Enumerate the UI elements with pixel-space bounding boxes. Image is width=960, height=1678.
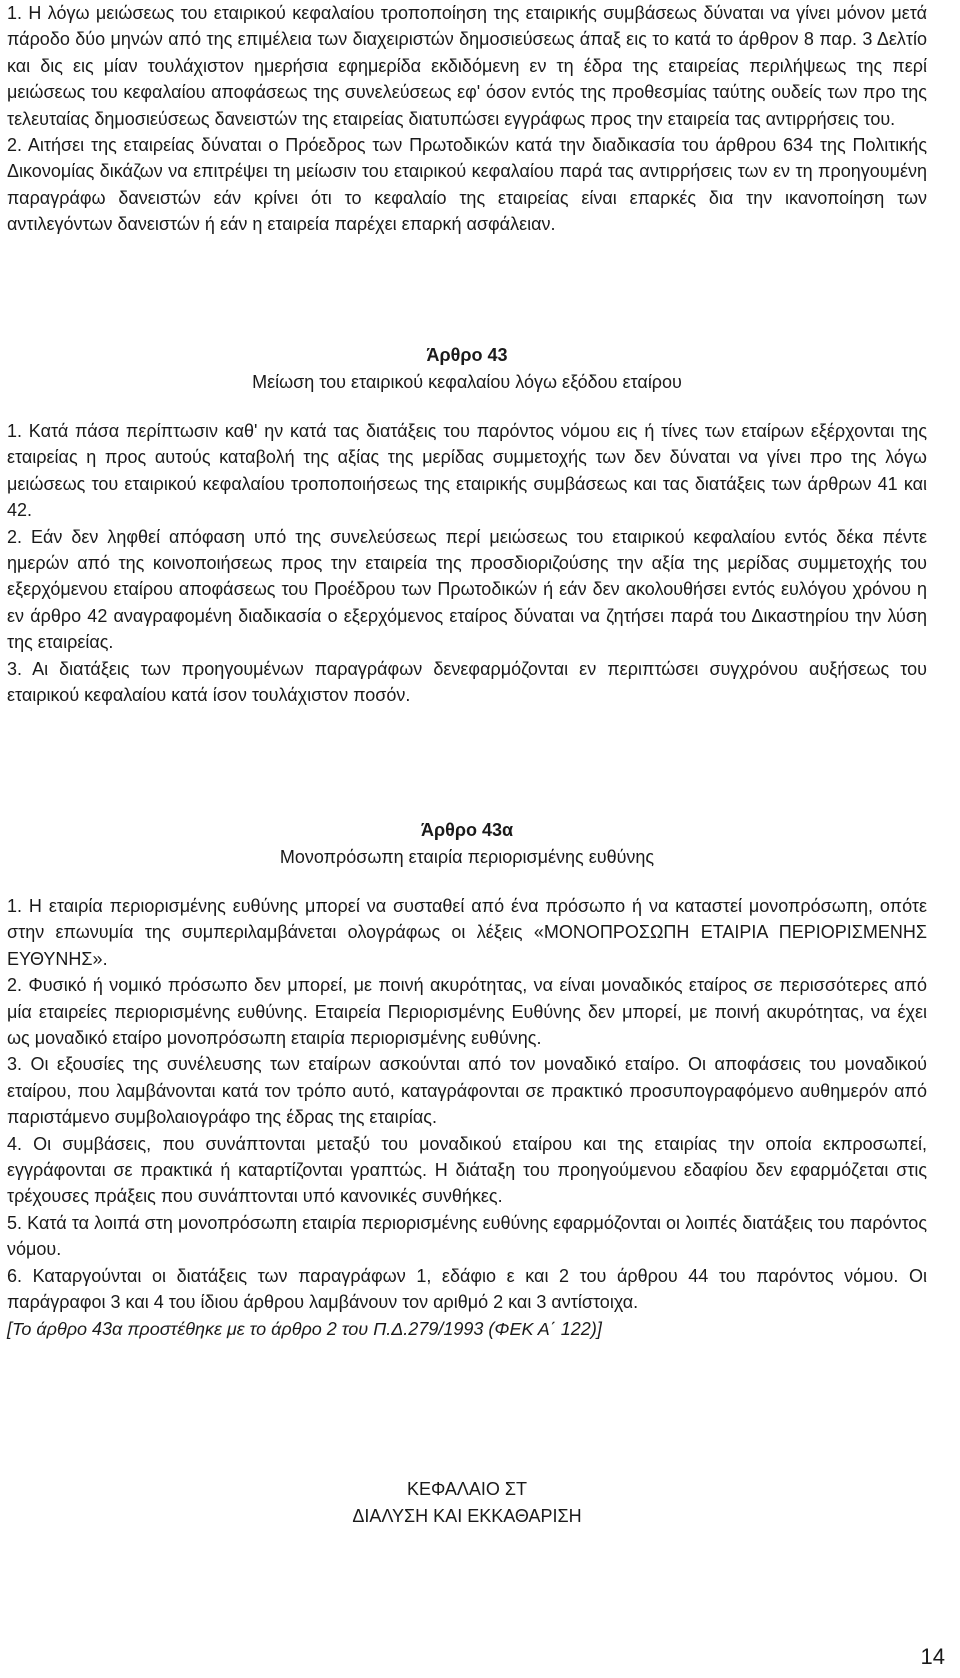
- paragraph: 2. Φυσικό ή νομικό πρόσωπο δεν μπορεί, με ποινή ακυρότητας, να είναι μοναδικός εταίρος σε περισσότερες από μία εταιρείες περιορισμένης ευθύνης. Εταιρεία Περιορισμένης Ευθύνης δεν μπορεί, με ποινή ακυρότητας, να έχει ως μοναδικό εταίρο μονοπρόσωπη εταιρία περιορισμένης ευθύνης.: [7, 975, 927, 1049]
- paragraph: 6. Καταργούνται οι διατάξεις των παραγράφων 1, εδάφιο ε και 2 του άρθρου 44 του παρόντος νόμου. Οι παράγραφοι 3 και 4 του ίδιου άρθρου λαμβάνουν τον αριθμό 2 και 3 αντίστοιχα.: [7, 1265, 927, 1313]
- chapter-title: ΔΙΑΛΥΣΗ ΚΑΙ ΕΚΚΑΘΑΡΙΣΗ: [352, 1506, 582, 1526]
- paragraph: 3. Οι εξουσίες της συνέλευσης των εταίρων ασκούνται από τον μοναδικό εταίρο. Οι αποφάσεις του μοναδικού εταίρου, που λαμβάνονται κατά τον τρόπο αυτό, καταγράφονται σε πρακτικό προσυπογραφόμενο αυθημερόν από παριστάμενο συμβολαιογράφο της έδρας της εταιρίας.: [7, 1054, 927, 1128]
- paragraph: 1. Κατά πάσα περίπτωσιν καθ' ην κατά τας διατάξεις του παρόντος νόμου εις ή τίνες των εταίρων εξέρχονται της εταιρείας η προς αυτούς καταβολή της αξίας της μερίδας συμμετοχής των δεν δύναται να γίνει προ της λόγω μειώσεως του εταιρικού κεφαλαίου τροποποιήσεως της εταιρικής συμβάσεως και τας διατάξεις των άρθρων 41 και 42.: [7, 421, 927, 521]
- amendment-note: [Το άρθρο 43α προστέθηκε με το άρθρο 2 του Π.Δ.279/1993 (ΦΕΚ Α΄ 122)]: [7, 1318, 602, 1339]
- paragraph: 2. Αιτήσει της εταιρείας δύναται ο Πρόεδρος των Πρωτοδικών κατά την διαδικασία του άρθρου 634 της Πολιτικής Δικονομίας δικάζων να επιτρέψει τη μείωσιν του εταιρικού κεφαλαίου παρά τας αντιρρήσεις των εν τη προηγουμένη παραγράφω δανειστών εάν κρίνει ότι το κεφαλαίο της εταιρείας είναι επαρκές δια την ικανοποίηση των αντιλεγόντων δανειστών ή εάν η εταιρεία παρέχει επαρκή ασφάλειαν.: [7, 135, 927, 235]
- page-number: 14: [920, 1644, 945, 1669]
- article-number: Άρθρο 43: [426, 345, 508, 365]
- paragraph: 2. Εάν δεν ληφθεί απόφαση υπό της συνελεύσεως περί μειώσεως του εταιρικού κεφαλαίου εντός δέκα πέντε ημερών από της κοινοποιήσεως προς την εταιρεία της προσδιοριζούσης την αξία της μερίδας συμμετοχής του εξερχόμενου εταίρου αποφάσεως του Προέδρου των Πρωτοδικών ή εάν δεν ακολουθήσει εντός ευλόγου χρόνου η εν άρθρο 42 αναγραφομένη διαδικασία ο εξερχόμενος εταίρος δύναται να ζητήσει παρά του Δικαστηρίου την λύση της εταιρείας.: [7, 526, 927, 653]
- paragraph: 5. Κατά τα λοιπά στη μονοπρόσωπη εταιρία περιορισμένης ευθύνης εφαρμόζονται οι λοιπές διατάξεις του παρόντος νόμου.: [7, 1212, 927, 1260]
- article-number: Άρθρο 43α: [420, 820, 514, 840]
- chapter-number: ΚΕΦΑΛΑΙΟ ΣΤ: [406, 1479, 527, 1499]
- article-title: Μείωση του εταιρικού κεφαλαίου λόγω εξόδου εταίρου: [252, 372, 682, 392]
- article-43-body: [7, 418, 927, 708]
- article-43a-body: [7, 893, 927, 1342]
- top-section: [7, 0, 927, 238]
- paragraph: 1. Η λόγω μειώσεως του εταιρικού κεφαλαίου τροποποίηση της εταιρικής συμβάσεως δύναται να γίνει μόνον μετά πάροδο δύο μηνών από της επιμέλεια των διαχειριστών δημοσιεύσεως άπαξ εις το κατά το άρθρον 8 παρ. 3 Δελτίο και δις εις μίαν τουλάχιστον ημερήσια εφημερίδα εκδιδόμενη εν τη έδρα της εταιρείας περιλήψεως της περί μειώσεως του κεφαλαίου αποφάσεως της συνελεύσεως εφ' όσον εντός της προθεσμίας ταύτης ουδείς των προ της τελευταίας δημοσιεύσεως δανειστών της εταιρείας διατυπώσει εγγράφως προς την εταιρεία τας αντιρρήσεις του.: [7, 3, 927, 129]
- paragraph: 4. Οι συμβάσεις, που συνάπτονται μεταξύ του μοναδικού εταίρου και της εταιρίας την οποία εκπροσωπεί, εγγράφονται σε πρακτικά ή καταρτίζονται γραπτώς. Η διάταξη του προηγούμενου εδαφίου δεν εφαρμόζεται στις τρέχουσες πράξεις που συνάπτονται υπό κανονικές συνθήκες.: [7, 1133, 927, 1207]
- paragraph: 3. Αι διατάξεις των προηγουμένων παραγράφων δενεφαρμόζονται εν περιπτώσει συγχρόνου αυξήσεως του εταιρικού κεφαλαίου κατά ίσον τουλάχιστον ποσόν.: [7, 658, 927, 706]
- paragraph: 1. Η εταιρία περιορισμένης ευθύνης μπορεί να συσταθεί από ένα πρόσωπο ή να καταστεί μονοπρόσωπη, οπότε στην επωνυμία της συμπεριλαμβάνεται ολογράφως οι λέξεις «ΜΟΝΟΠΡΟΣΩΠΗ ΕΤΑΙΡΙΑ ΠΕΡΙΟΡΙΣΜΕΝΗΣ ΕΥΘΥΝΗΣ».: [7, 896, 927, 969]
- article-title: Μονοπρόσωπη εταιρία περιορισμένης ευθύνης: [279, 847, 655, 867]
